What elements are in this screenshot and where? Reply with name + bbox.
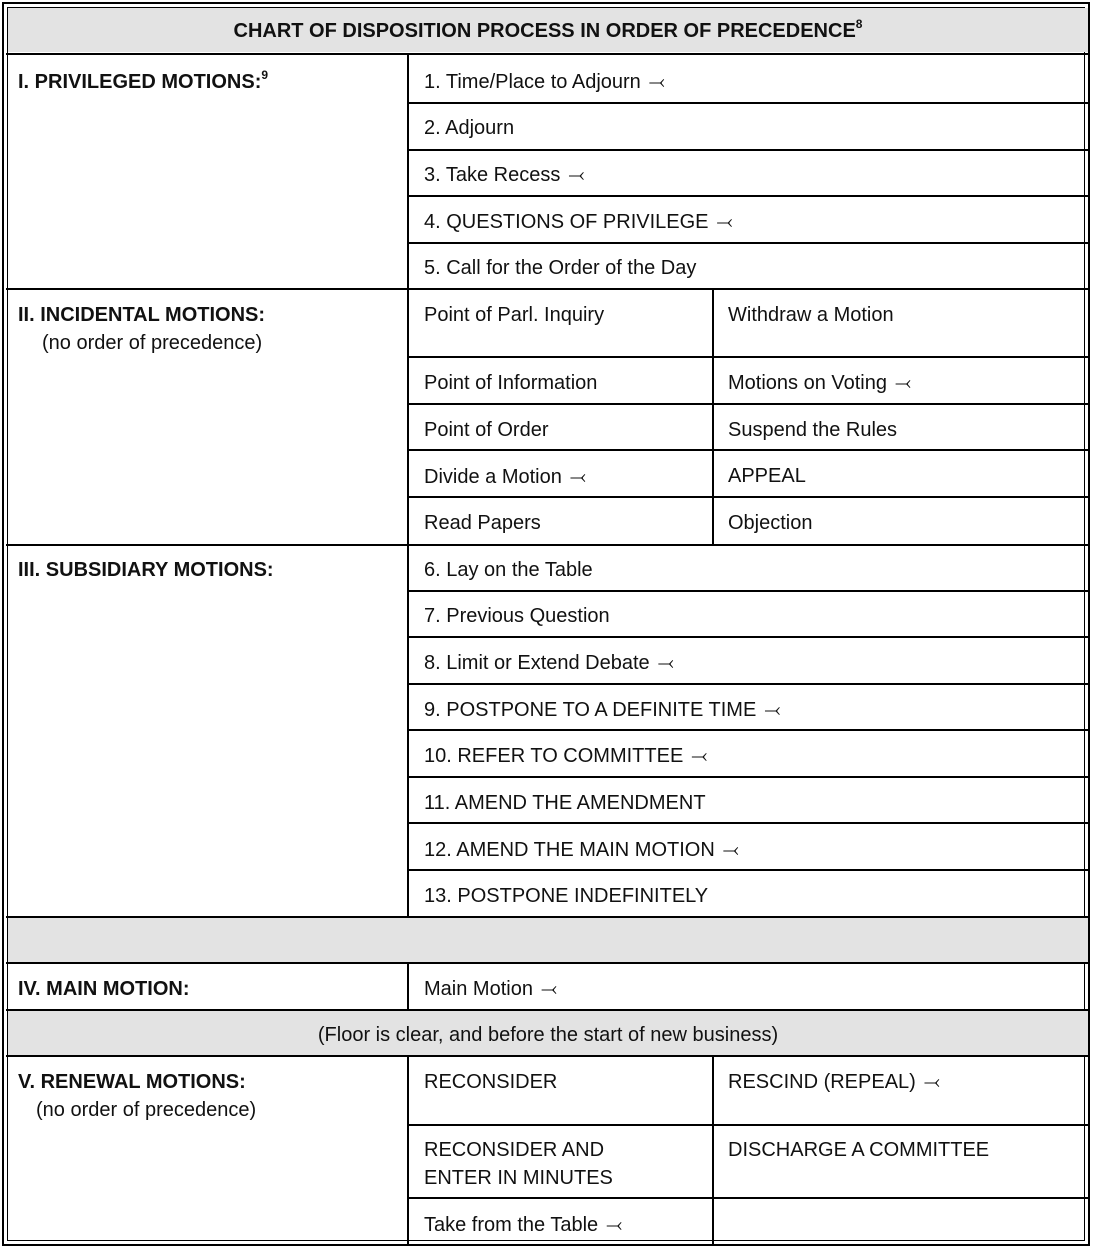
motion-item [728, 509, 813, 537]
motion-item [424, 1136, 604, 1164]
motion-label: 8. Limit or Extend Debate [424, 652, 650, 674]
debatable-arrow-icon: ⤙ [606, 1214, 623, 1236]
motion-item [728, 1068, 940, 1096]
motion-label: Point of Information [424, 372, 598, 394]
debatable-arrow-icon: ⤙ [568, 164, 585, 186]
motion-item [424, 114, 514, 142]
floor-note: (Floor is clear, and before the start of new business) [317, 1024, 779, 1046]
debatable-arrow-icon: ⤙ [716, 211, 733, 233]
debatable-arrow-icon: ⤙ [895, 372, 911, 394]
rule-floor-top [6, 1009, 1090, 1011]
rule [408, 776, 1090, 778]
motion-label: Withdraw a Motion [728, 304, 894, 326]
rule-section-v [6, 1055, 1090, 1057]
rule [408, 102, 1090, 104]
debatable-arrow-icon: ⤙ [691, 745, 708, 767]
title-footnote-mark: 8 [855, 17, 863, 31]
rule [408, 683, 1090, 685]
debatable-arrow-icon: ⤙ [923, 1071, 940, 1093]
motion-label: ENTER IN MINUTES [424, 1167, 613, 1189]
motion-label: RESCIND (REPEAL) [728, 1071, 916, 1093]
motion-label: 2. Adjourn [424, 117, 515, 139]
motion-item [424, 789, 706, 817]
column-divider-left [407, 1055, 409, 1246]
motion-item [424, 602, 610, 630]
motion-label: 10. REFER TO COMMITTEE [424, 745, 684, 767]
rule [408, 449, 1090, 451]
column-divider-mid [712, 288, 714, 546]
motion-label: 13. POSTPONE INDEFINITELY [424, 885, 709, 907]
motion-label: RECONSIDER [424, 1071, 558, 1093]
motion-item [424, 556, 593, 584]
motion-item [424, 1164, 613, 1192]
rule-section-ii [6, 288, 1090, 290]
motion-item [424, 1068, 557, 1096]
rule-section-iii [6, 544, 1090, 546]
debatable-arrow-icon: ⤙ [540, 978, 557, 1000]
motion-label: 5. Call for the Order of the Day [424, 257, 697, 279]
motion-item [424, 742, 707, 770]
section-heading-privileged [18, 68, 268, 96]
debatable-arrow-icon: ⤙ [657, 652, 674, 674]
motion-label: Read Papers [424, 512, 541, 534]
rule [408, 403, 1090, 405]
motion-label: 1. Time/Place to Adjourn [424, 71, 641, 93]
section-heading-incidental: II. INCIDENTAL MOTIONS: [18, 304, 266, 326]
debatable-arrow-icon: ⤙ [764, 699, 781, 721]
motion-item [424, 254, 696, 282]
motion-item [424, 882, 708, 910]
motion-item [424, 208, 733, 236]
rule-below-title [6, 53, 1090, 55]
motion-item [728, 369, 911, 397]
motion-item [728, 416, 897, 444]
column-divider-left [407, 962, 409, 1011]
motion-label: Suspend the Rules [728, 419, 898, 441]
rule [408, 636, 1090, 638]
motion-item [424, 463, 586, 491]
column-divider-left [407, 53, 409, 918]
motion-label: Objection [728, 512, 813, 534]
motion-label: 4. QUESTIONS OF PRIVILEGE [424, 211, 709, 233]
motion-label: Point of Parl. Inquiry [424, 304, 605, 326]
motion-item [424, 836, 739, 864]
chart-title-text: CHART OF DISPOSITION PROCESS IN ORDER OF PRECEDENCE [233, 20, 856, 42]
motion-item [424, 68, 665, 96]
column-divider-mid [712, 1055, 714, 1246]
motion-item [424, 369, 597, 397]
rule [408, 590, 1090, 592]
motion-item [424, 301, 604, 329]
section-heading-subsidiary: III. SUBSIDIARY MOTIONS: [18, 559, 274, 581]
section-subheading-renewal: (no order of precedence) [36, 1099, 257, 1121]
motion-label: 11. AMEND THE AMENDMENT [424, 792, 706, 814]
rule [408, 1124, 1090, 1126]
privileged-heading-text: I. PRIVILEGED MOTIONS: [18, 71, 262, 93]
motion-label: Main Motion [424, 978, 533, 1000]
rule [408, 729, 1090, 731]
debatable-arrow-icon: ⤙ [722, 839, 739, 861]
motion-label: Take from the Table [424, 1214, 599, 1236]
rule [408, 242, 1090, 244]
section-heading-renewal: V. RENEWAL MOTIONS: [18, 1071, 246, 1093]
rule-section-iv [6, 962, 1090, 964]
chart-title [8, 17, 1088, 45]
rule [408, 195, 1090, 197]
privileged-footnote-mark: 9 [261, 68, 269, 82]
motion-item [424, 161, 584, 189]
motion-item [424, 649, 674, 677]
motion-item [728, 301, 894, 329]
motion-item [728, 462, 806, 490]
motion-item [424, 1211, 622, 1239]
motion-label: 12. AMEND THE MAIN MOTION [424, 839, 715, 861]
motion-label: 9. POSTPONE TO A DEFINITE TIME [424, 699, 757, 721]
section-subheading-incidental: (no order of precedence) [42, 332, 263, 354]
rule [408, 149, 1090, 151]
rule [408, 869, 1090, 871]
motion-label: APPEAL [728, 465, 806, 487]
motion-item [424, 416, 549, 444]
debatable-arrow-icon: ⤙ [569, 466, 586, 488]
section-heading-main: IV. MAIN MOTION: [18, 978, 190, 1000]
motion-label: RECONSIDER AND [424, 1139, 605, 1161]
blank-separator-band [8, 918, 1088, 962]
rule [408, 356, 1090, 358]
rule [408, 1197, 1090, 1199]
motion-item [424, 509, 541, 537]
motion-label: 7. Previous Question [424, 605, 610, 627]
motion-label: Point of Order [424, 419, 549, 441]
motion-label: Divide a Motion [424, 466, 562, 488]
motion-label: 3. Take Recess [424, 164, 561, 186]
motion-item [728, 1136, 989, 1164]
motion-label: 6. Lay on the Table [424, 559, 593, 581]
motion-label: Motions on Voting [728, 372, 887, 394]
debatable-arrow-icon: ⤙ [648, 71, 665, 93]
motion-item [424, 975, 557, 1003]
motion-item [424, 696, 780, 724]
motion-label: DISCHARGE A COMMITTEE [728, 1139, 990, 1161]
rule [408, 496, 1090, 498]
rule-blank-top [6, 916, 1090, 918]
rule [408, 822, 1090, 824]
